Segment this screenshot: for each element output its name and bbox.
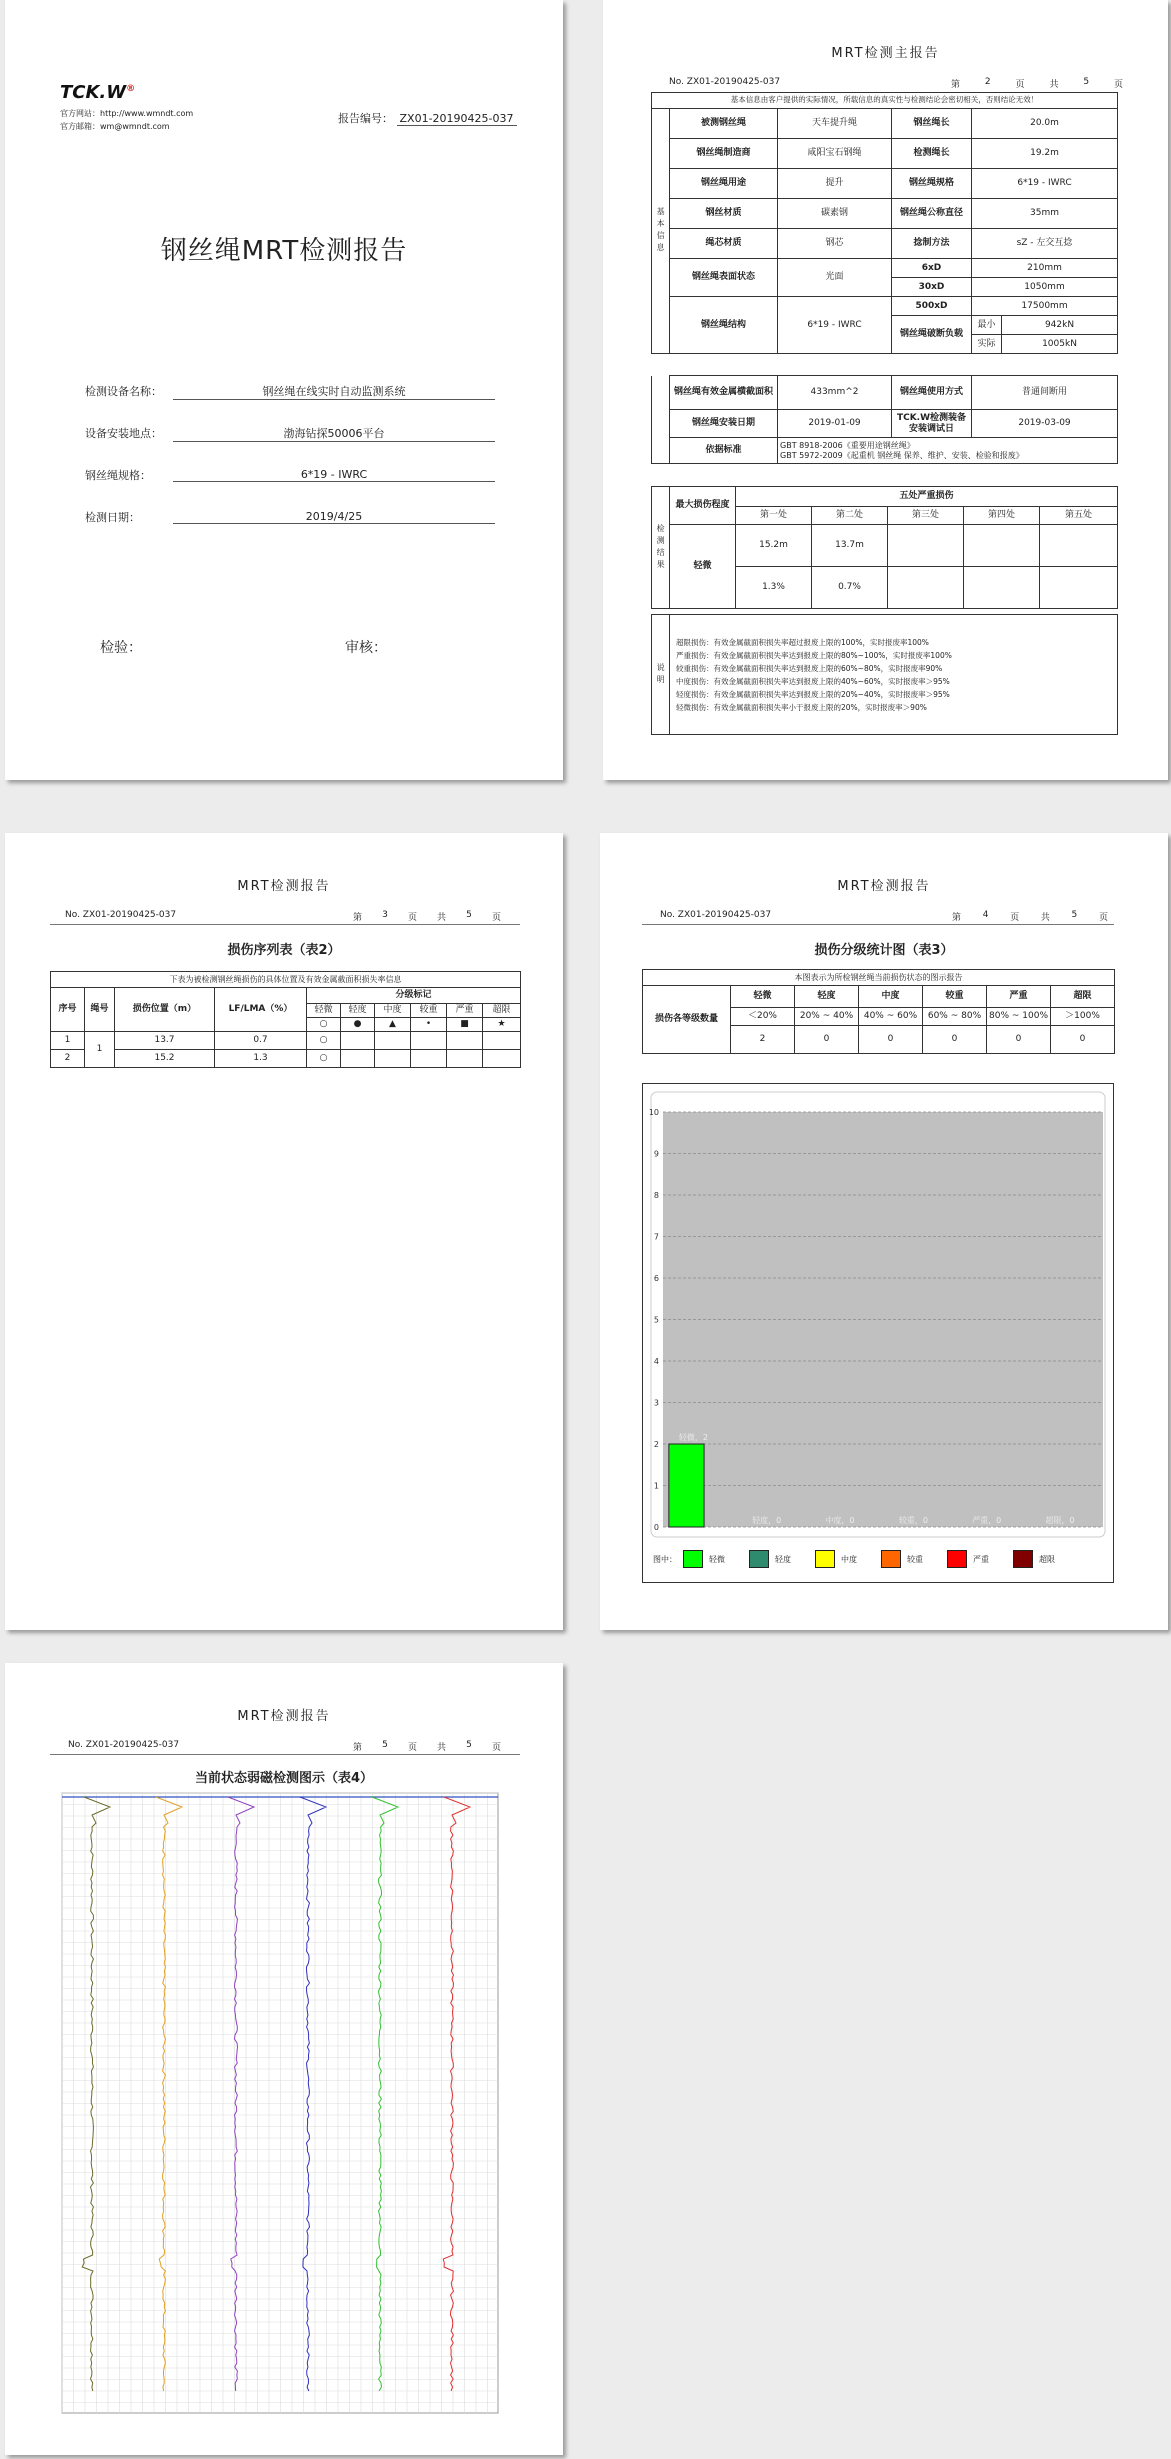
y-tick-label: 0 (653, 1523, 659, 1532)
legend-swatch-3 (881, 1550, 901, 1568)
report-title: MRT检测报告 (237, 879, 331, 894)
table4-title: 当前状态弱磁检测图示（表4） (194, 1771, 374, 1786)
grade-count-table: 本图表示为所检钢丝绳当前损伤状态的图示报告 损伤各等级数量 轻微 轻度 中度 较重 严重 超限 ＜20% 20% ~ 40% 40% ~ 60% 60% ~ 80% 80% ~ 100% ＞100% 2 0 0 0 0 0 (642, 969, 1115, 1054)
page-info: 第 3 页 共 5 页 (353, 910, 501, 923)
grid-frame (62, 1793, 498, 2413)
y-tick-label: 9 (653, 1149, 659, 1159)
chart-frame (642, 1083, 1114, 1583)
result-table: 检测结果 最大损伤程度 五处严重损伤 第一处 第二处 第三处 第四处 第五处 轻微 15.2m 13.7m 1.3% 0.7% (651, 486, 1118, 609)
report-title: MRT检测主报告 (831, 46, 940, 61)
report-no: No. ZX01-20190425-037 (65, 910, 177, 920)
report-title: MRT检测报告 (237, 1709, 331, 1724)
legend-swatch-2 (815, 1550, 835, 1568)
y-tick-label: 5 (653, 1315, 659, 1325)
cover-title: 钢丝绳MRT检测报告 (160, 236, 408, 266)
page-cover (5, 0, 563, 780)
report-number: 报告编号： ZX01-20190425-037 (338, 110, 517, 126)
legend-swatch-4 (947, 1550, 967, 1568)
page-damage-stats (600, 833, 1168, 1630)
report-no: No. ZX01-20190425-037 (660, 910, 772, 920)
y-tick-label: 4 (653, 1357, 659, 1366)
site-line: 官方网站：http://www.wmndt.com (60, 109, 194, 118)
grade-bar-chart (643, 1084, 1113, 1544)
extra-info-table: 钢丝绳有效金属横截面积 433mm^2 钢丝绳使用方式 普通间断用 钢丝绳安装日期 2019-01-09 TCK.W检测装备安装调试日 2019-03-09 依据标准 GBT 8918-2006《重要用途钢丝绳》 GBT 5972-2009《起重机 钢丝绳 保养、维护、安装、检验和报废》 (651, 375, 1118, 464)
page-info: 第 4 页 共 5 页 (952, 910, 1108, 923)
table-row: 1 1 13.7 0.7 ○ (51, 1032, 521, 1050)
magnetic-trace-chart (52, 1783, 508, 2443)
basic-info-table: 基本信息由客户提供的实际情况，所载信息的真实性与检测结论会密切相关，否则结论无效！ 基本信息 被测钢丝绳 天车提升绳 钢丝绳长 20.0m 钢丝绳制造商 咸阳宝石钢绳 检测绳长 19.2m 钢丝绳用途 提升 钢丝绳规格 6*19 - IWRC 钢丝材质 碳素钢 钢丝绳公称直径 35mm 绳芯材质 钢芯 捻制方法 sZ - 左交互捻 钢丝绳表面状态 光面 6xD 210mm 30xD 1050mm 钢丝绳结构 6*19 - IWRC 500xD 17500mm 钢丝绳破断负载 最小 942kN 实际 1005kN (651, 92, 1118, 354)
y-tick-label: 6 (653, 1274, 659, 1283)
bar-data-label: 严重，0 (972, 1516, 1002, 1525)
bar (669, 1444, 704, 1527)
cover-fields: 检测设备名称： 钢丝绳在线实时自动监测系统 设备安装地点： 渤海钻探50006平台 钢丝绳规格： 6*19 - IWRC 检测日期： 2019/4/25 (85, 370, 495, 538)
side-desc: 说明 (652, 615, 670, 735)
y-tick-label: 8 (653, 1191, 659, 1200)
page-damage-list (5, 833, 563, 1630)
report-no: No. ZX01-20190425-037 (669, 77, 781, 87)
side-basic: 基本信息 (652, 109, 670, 354)
bar-data-label: 较重，0 (898, 1516, 928, 1525)
page-main-report (603, 0, 1168, 780)
y-tick-label: 10 (648, 1108, 659, 1117)
report-title: MRT检测报告 (837, 879, 931, 894)
legend-swatch-1 (749, 1550, 769, 1568)
bar-data-label: 超限，0 (1045, 1516, 1075, 1525)
chart-legend: 图中： 轻微 轻度 中度 较重 严重 超限 (653, 1550, 1073, 1568)
y-tick-label: 7 (653, 1232, 659, 1242)
report-no: No. ZX01-20190425-037 (68, 1740, 180, 1750)
bar-data-label: 轻度，0 (752, 1516, 782, 1525)
y-tick-label: 1 (653, 1481, 659, 1491)
page-magnetic-chart (5, 1663, 563, 2455)
email-line: 官方邮箱：wm@wmndt.com (60, 122, 170, 131)
legend-swatch-5 (1013, 1550, 1033, 1568)
description-table: 说明 超限损伤：有效金属截面积损失率超过报废上限的100%，实时报废率100% 严重损伤：有效金属截面积损失率达到报废上限的80%~100%，实时报废率100% 较重损伤：有效金属截面积损失率达到报废上限的60%~80%，实时报废率90% 中度损伤：有效金属截面积损失率达到报废上限的40%~60%，实时报废率＞95% 轻度损伤：有效金属截面积损失率达到报废上限的20%~40%，实时报废率＞95% 轻微损伤：有效金属截面积损失率小于报废上限的20%，实时报废率＞90% (651, 614, 1118, 735)
y-tick-label: 2 (653, 1440, 659, 1449)
bar-data-label: 轻微，2 (678, 1433, 708, 1442)
bar-data-label: 中度，0 (825, 1516, 855, 1525)
damage-sequence-table: 下表为被检测钢丝绳损伤的具体位置及有效金属截面积损失率信息 序号 绳号 损伤位置（m） LF/LMA（%） 分级标记 轻微 轻度 中度 较重 严重 超限 ○ ● ▲ • ■ ★ 1 1 13.7 0.7 ○ 2 15.2 1.3 ○ (50, 971, 521, 1068)
review-label: 审核： (345, 640, 387, 656)
table-row: 2 15.2 1.3 ○ (51, 1050, 521, 1068)
legend-swatch-0 (683, 1550, 703, 1568)
page-info: 第 5 页 共 5 页 (353, 1740, 501, 1753)
y-tick-label: 3 (653, 1398, 659, 1408)
table2-title: 损伤序列表（表2） (227, 943, 341, 958)
logo: TCK.W® (60, 82, 136, 103)
inspect-label: 检验： (100, 640, 142, 656)
table3-title: 损伤分级统计图（表3） (814, 943, 954, 958)
page-info: 第 2 页 共 5 页 (951, 77, 1123, 90)
side-result: 检测结果 (652, 487, 670, 609)
